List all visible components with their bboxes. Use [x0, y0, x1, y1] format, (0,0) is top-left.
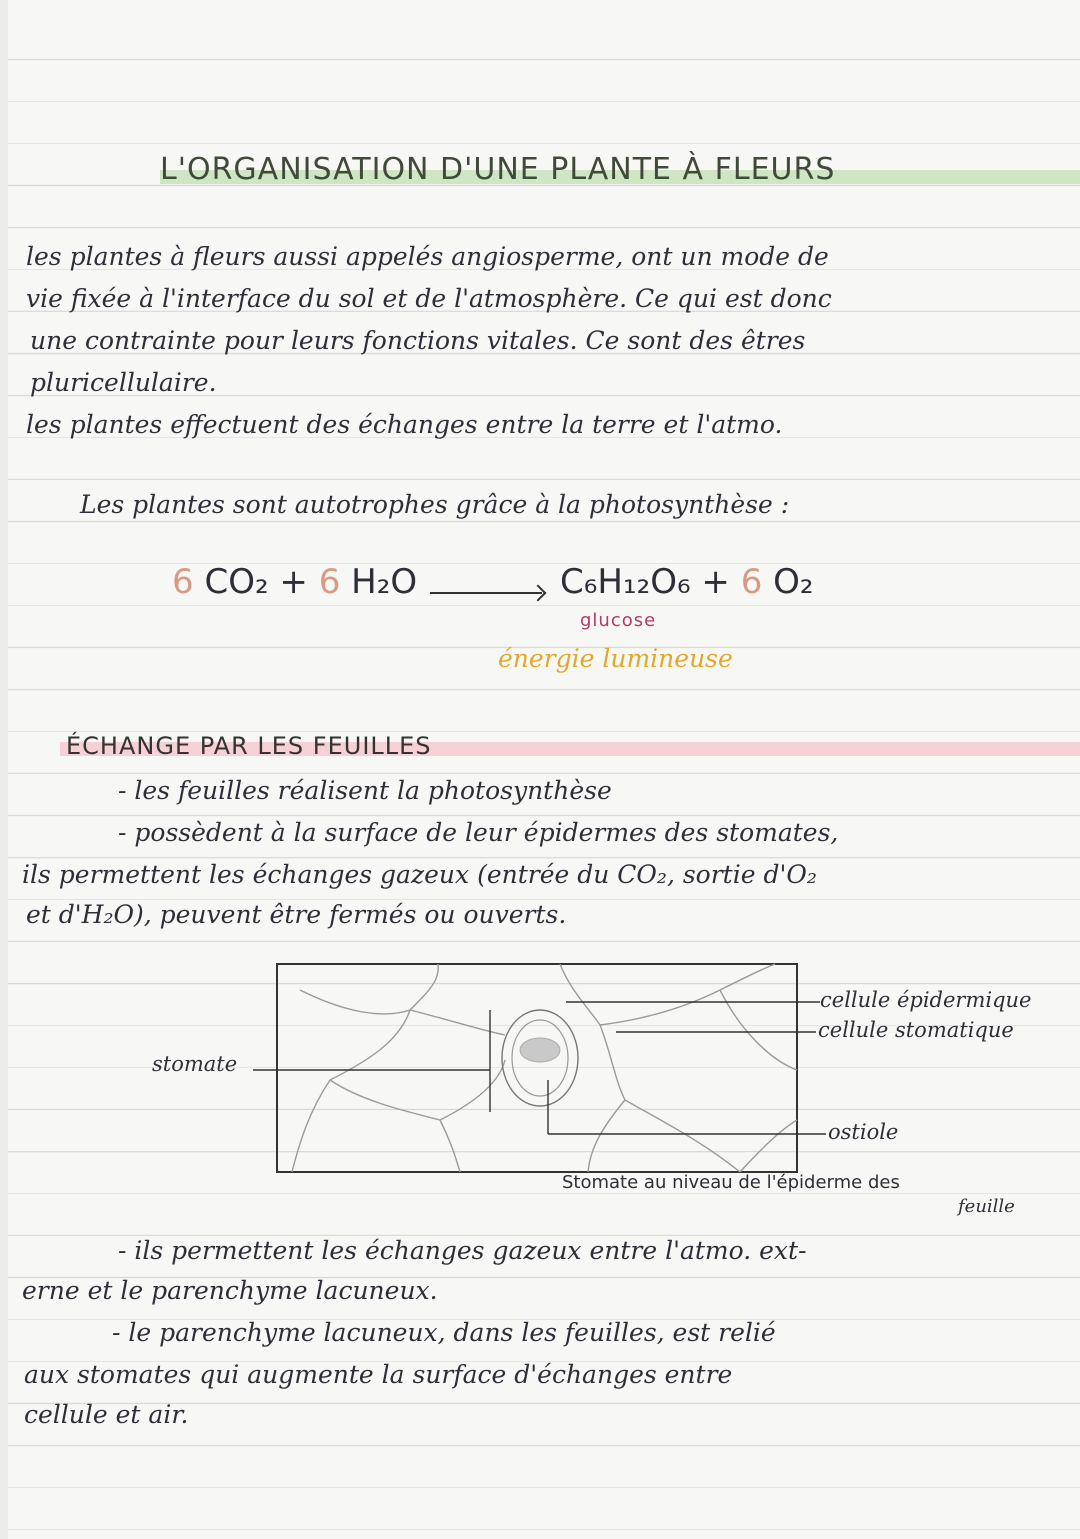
- energy-label: énergie lumineuse: [498, 644, 733, 673]
- label-stomatal-cell: cellule stomatique: [818, 1018, 1014, 1042]
- plus-sign: +: [279, 562, 308, 602]
- intro-line-3: une contrainte pour leurs fonctions vitales. Ce sont des êtres: [30, 326, 806, 355]
- equation-reactants: [172, 562, 417, 602]
- plus-sign: +: [701, 562, 730, 602]
- label-stomate: stomate: [152, 1052, 238, 1076]
- molecule-glucose: C₆H₁₂O₆: [560, 562, 691, 602]
- diagram-caption: Stomate au niveau de l'épiderme des: [562, 1172, 900, 1193]
- closing-line-5: cellule et air.: [24, 1400, 189, 1429]
- section-line-3: ils permettent les échanges gazeux (entrée du CO₂, sortie d'O₂: [22, 860, 817, 889]
- coef-h2o: 6: [318, 562, 341, 602]
- section-heading: [60, 732, 1080, 772]
- diagram-caption-continued: feuille: [958, 1196, 1015, 1217]
- section-line-4: et d'H₂O), peuvent être fermés ou ouverts.: [26, 900, 567, 929]
- stomate-cells: [502, 1010, 578, 1106]
- molecule-co2: CO₂: [204, 562, 269, 602]
- equation-products: [560, 562, 814, 602]
- label-epidermal-cell: cellule épidermique: [820, 988, 1032, 1012]
- section-heading-text: ÉCHANGE PAR LES FEUILLES: [66, 732, 432, 760]
- intro-line-1: les plantes à fleurs aussi appelés angiosperme, ont un mode de: [26, 242, 829, 271]
- reaction-arrow-icon: [430, 592, 542, 594]
- intro-line-2: vie fixée à l'interface du sol et de l'atmosphère. Ce qui est donc: [26, 284, 832, 313]
- molecule-o2: O₂: [773, 562, 814, 602]
- page-title: [160, 152, 1080, 200]
- coef-o2: 6: [740, 562, 763, 602]
- binder-margin: [0, 0, 8, 1539]
- molecule-h2o: H₂O: [351, 562, 418, 602]
- section-line-2: - possèdent à la surface de leur épidermes des stomates,: [118, 818, 839, 847]
- coef-co2: 6: [172, 562, 194, 602]
- intro-line-4: pluricellulaire.: [30, 368, 217, 397]
- label-ostiole: ostiole: [828, 1120, 899, 1144]
- intro-line-5: les plantes effectuent des échanges entre la terre et l'atmo.: [26, 410, 783, 439]
- section-line-1: - les feuilles réalisent la photosynthèse: [118, 776, 612, 805]
- glucose-label: glucose: [580, 610, 657, 631]
- page-title-text: L'ORGANISATION D'UNE PLANTE À FLEURS: [160, 152, 836, 187]
- cell-walls: [292, 964, 797, 1172]
- closing-line-4: aux stomates qui augmente la surface d'échanges entre: [24, 1360, 733, 1389]
- closing-line-2: erne et le parenchyme lacuneux.: [22, 1276, 438, 1305]
- photosynthesis-lead: Les plantes sont autotrophes grâce à la photosynthèse :: [80, 490, 790, 519]
- diagram-frame: [277, 964, 797, 1172]
- closing-line-3: - le parenchyme lacuneux, dans les feuilles, est relié: [112, 1318, 776, 1347]
- closing-line-1: - ils permettent les échanges gazeux entre l'atmo. ext-: [118, 1236, 807, 1265]
